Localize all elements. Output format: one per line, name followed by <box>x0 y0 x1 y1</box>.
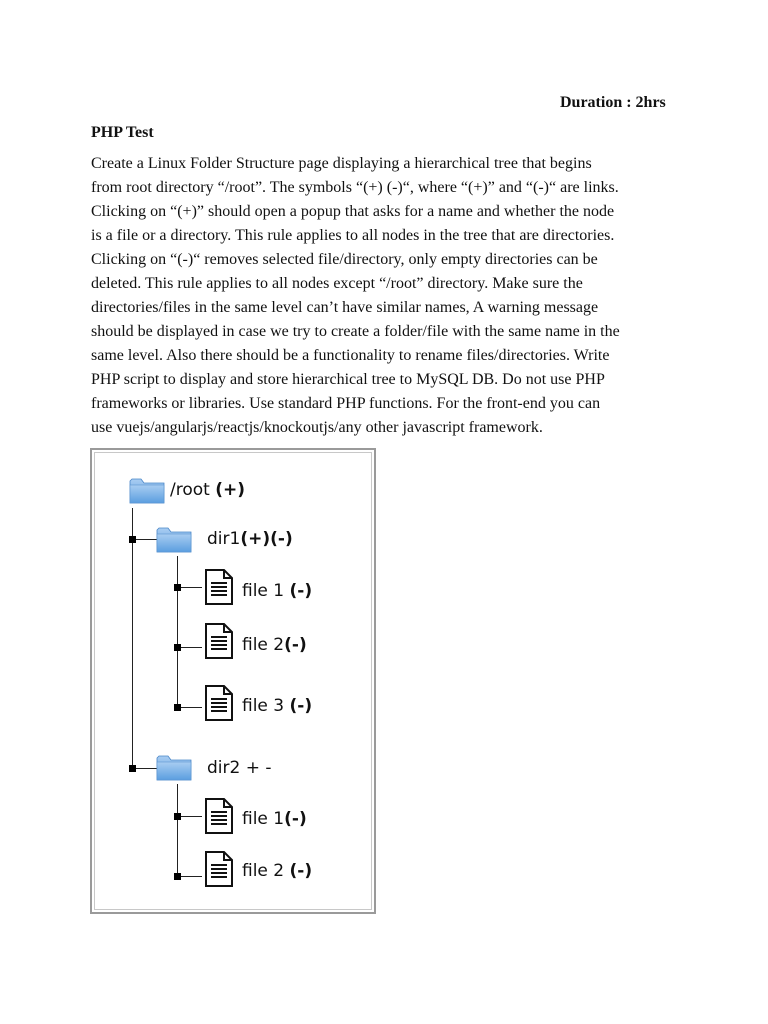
file-icon <box>204 797 234 835</box>
tree-node-marker <box>129 536 136 543</box>
remove-node-link[interactable]: (-) <box>289 581 313 601</box>
tree-line-dir1-vertical <box>177 556 178 708</box>
node-name: dir1 <box>207 529 241 549</box>
tree-node-marker <box>174 704 181 711</box>
remove-node-link[interactable]: - <box>265 758 272 778</box>
remove-node-link[interactable]: (-) <box>270 529 293 549</box>
remove-node-link[interactable]: (-) <box>289 861 313 881</box>
tree-line-root-vertical <box>132 508 133 770</box>
description-line: PHP script to display and store hierarchical tree to MySQL DB. Do not use PHP <box>91 371 605 388</box>
task-description <box>91 152 691 440</box>
folder-icon <box>156 526 192 554</box>
figure-inner-border <box>94 452 372 910</box>
tree-node-dir1 <box>207 529 293 549</box>
node-name: file 1 <box>242 581 285 601</box>
tree-node-file <box>242 635 307 655</box>
node-name: file 2 <box>242 635 285 655</box>
node-name: /root <box>170 480 210 500</box>
description-line: same level. Also there should be a functionality to rename files/directories. Write <box>91 347 610 364</box>
description-line: Create a Linux Folder Structure page displaying a hierarchical tree that begins <box>91 155 592 172</box>
duration-label: Duration : 2hrs <box>560 94 666 111</box>
remove-node-link[interactable]: (-) <box>284 809 307 829</box>
description-line: should be displayed in case we try to create a folder/file with the same name in the <box>91 323 620 340</box>
description-line: frameworks or libraries. Use standard PHP functions. For the front-end you can <box>91 395 601 412</box>
node-name: file 2 <box>242 861 285 881</box>
add-node-link[interactable]: + <box>245 758 260 778</box>
remove-node-link[interactable]: (-) <box>284 635 307 655</box>
tree-node-marker <box>174 813 181 820</box>
tree-line-dir2-vertical <box>177 784 178 876</box>
remove-node-link[interactable]: (-) <box>289 696 313 716</box>
tree-node-marker <box>174 644 181 651</box>
tree-node-marker <box>129 765 136 772</box>
file-icon <box>204 622 234 660</box>
description-line: from root directory “/root”. The symbols “(+) (-)“, where “(+)” and “(-)“ are links. <box>91 179 619 196</box>
tree-node-file <box>242 696 312 716</box>
folder-icon <box>129 477 165 505</box>
description-line: directories/files in the same level can’t have similar names, A warning message <box>91 299 599 316</box>
tree-node-marker <box>174 584 181 591</box>
description-line: Clicking on “(-)“ removes selected file/directory, only empty directories can be <box>91 251 598 268</box>
tree-node-file <box>242 861 312 881</box>
folder-icon <box>156 754 192 782</box>
node-name: file 3 <box>242 696 285 716</box>
description-line: is a file or a directory. This rule applies to all nodes in the tree that are directories. <box>91 227 615 244</box>
node-name: file 1 <box>242 809 285 829</box>
tree-node-file <box>242 809 307 829</box>
tree-node-marker <box>174 873 181 880</box>
folder-tree-figure <box>90 448 376 914</box>
tree-node-file <box>242 581 312 601</box>
page-title: PHP Test <box>91 124 154 141</box>
add-node-link[interactable]: (+) <box>215 480 246 500</box>
description-line: deleted. This rule applies to all nodes except “/root” directory. Make sure the <box>91 275 583 292</box>
file-icon <box>204 850 234 888</box>
node-name: dir2 <box>207 758 241 778</box>
add-node-link[interactable]: (+) <box>240 529 271 549</box>
file-icon <box>204 568 234 606</box>
tree-node-root <box>170 480 245 500</box>
file-icon <box>204 684 234 722</box>
description-line: use vuejs/angularjs/reactjs/knockoutjs/any other javascript framework. <box>91 419 543 436</box>
tree-node-dir2 <box>207 758 272 778</box>
description-line: Clicking on “(+)” should open a popup that asks for a name and whether the node <box>91 203 615 220</box>
